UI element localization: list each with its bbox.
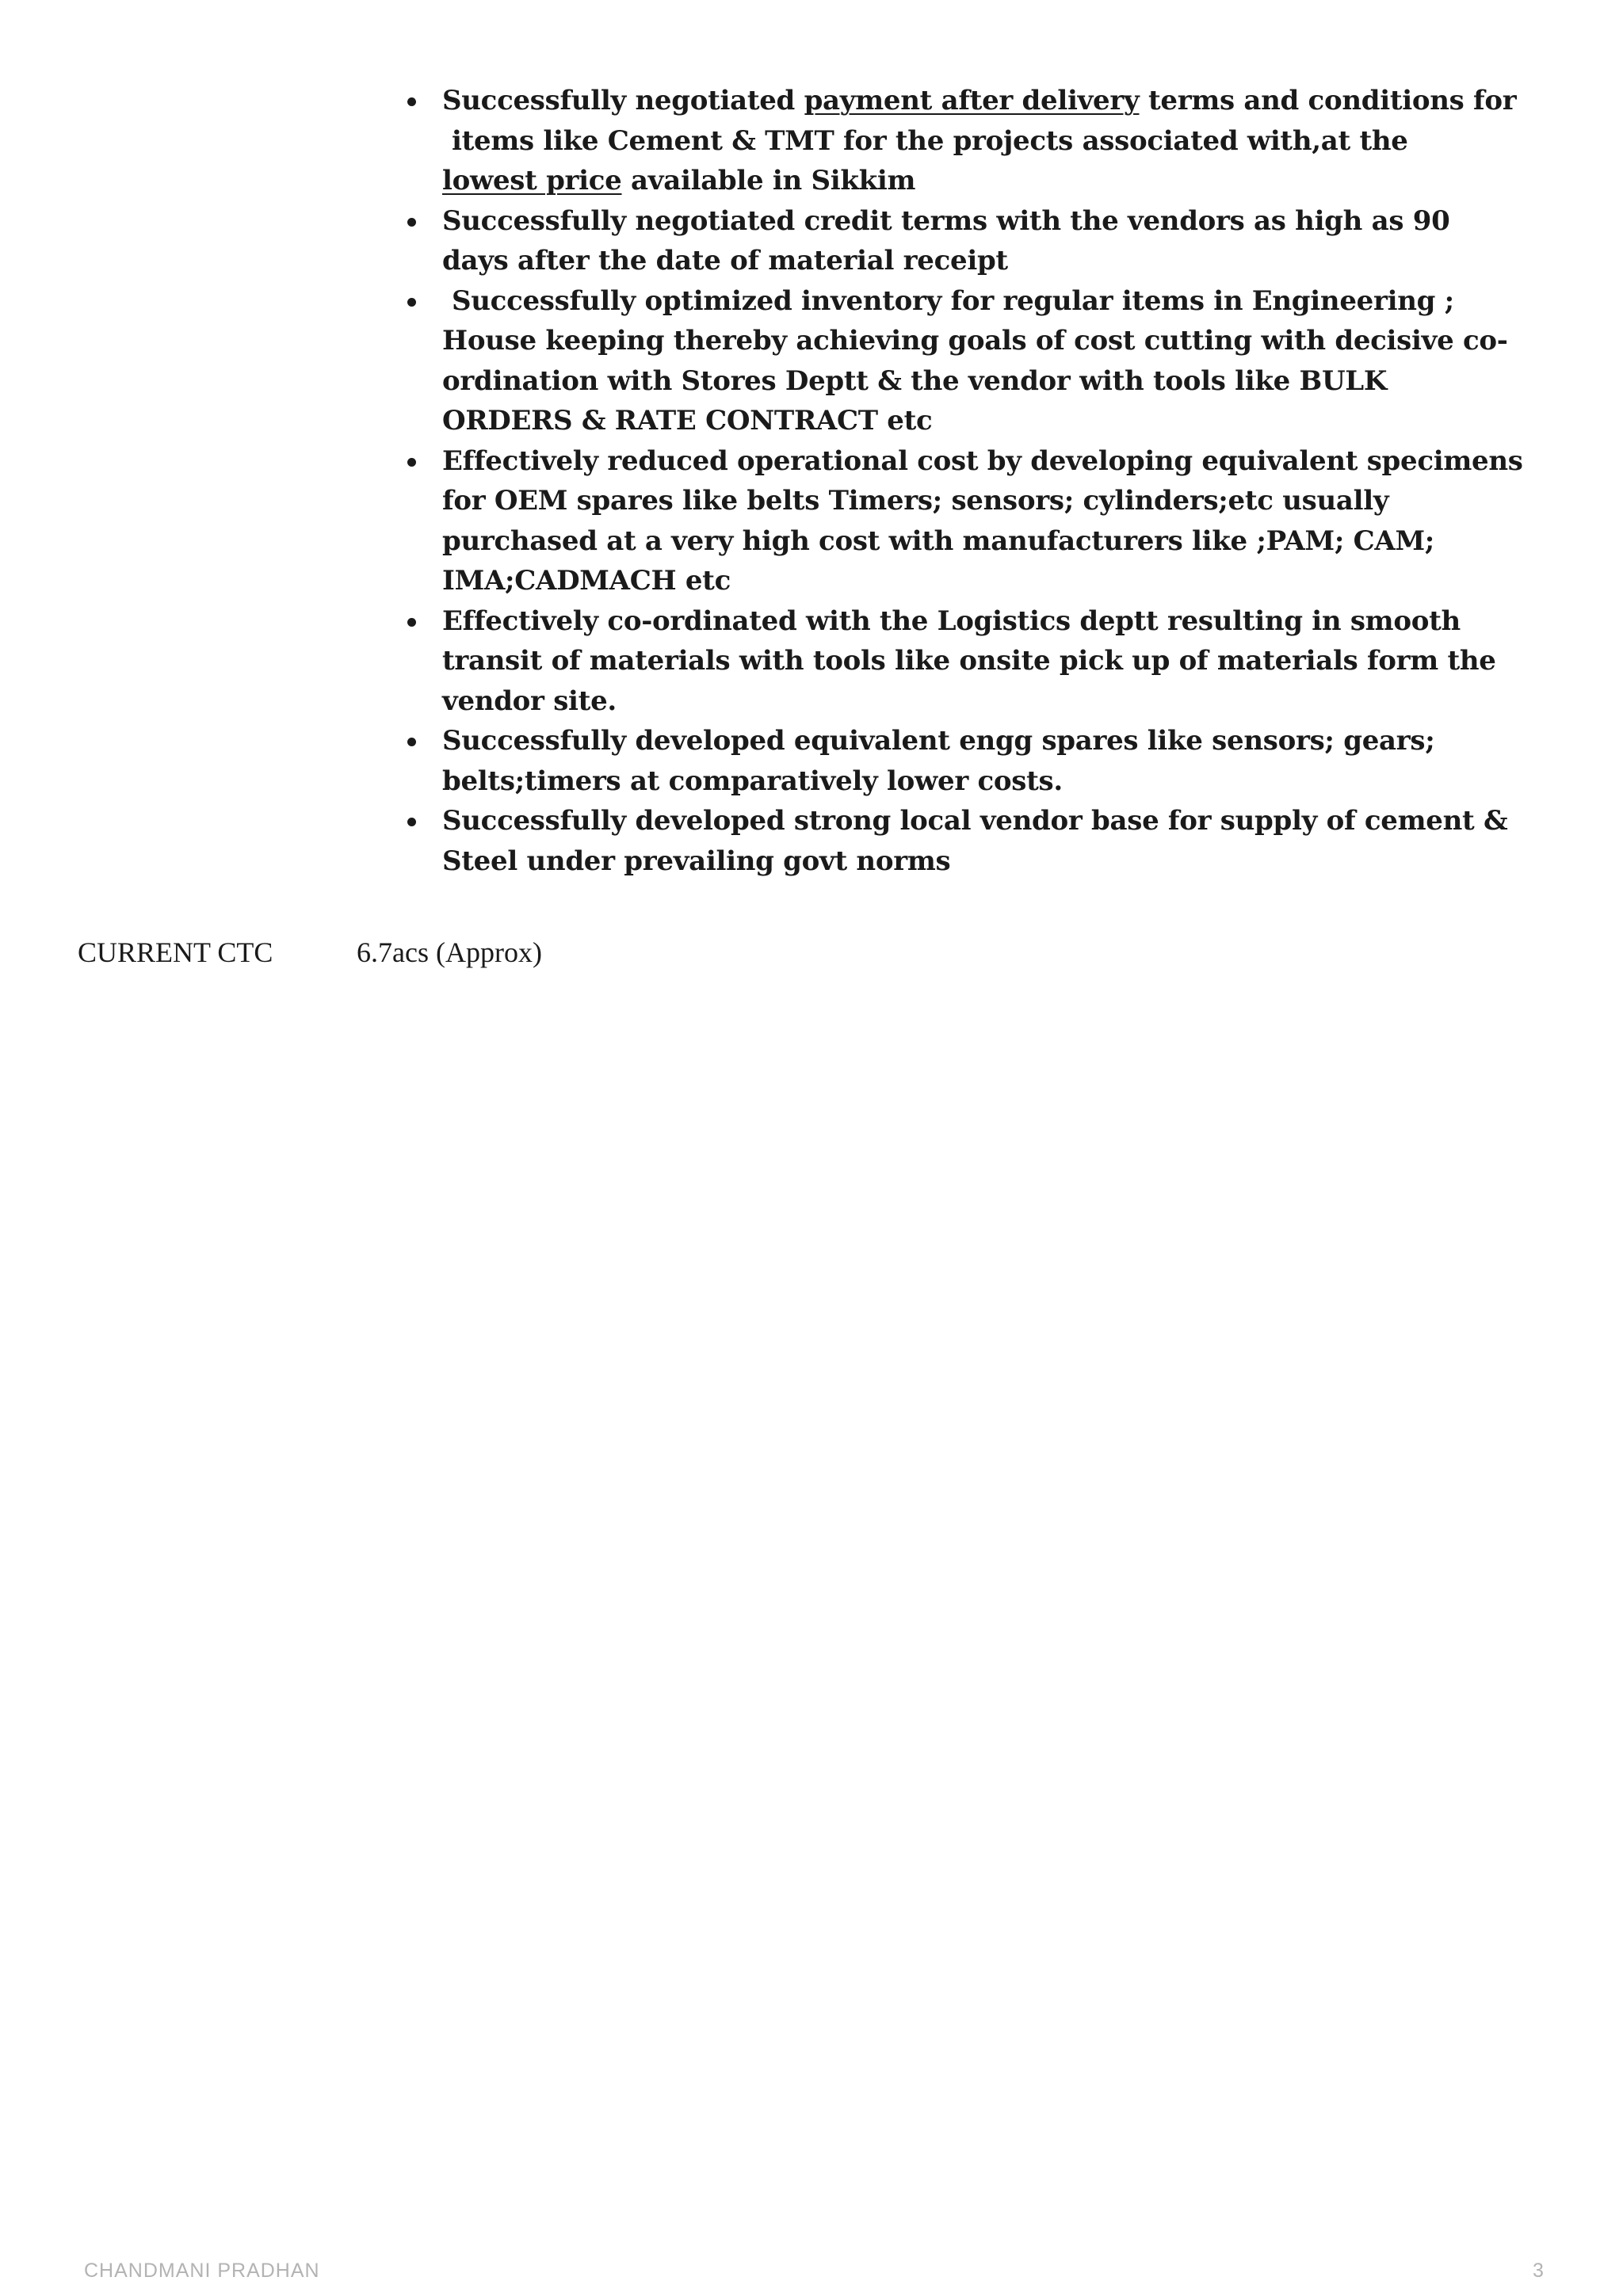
achievement-item: [404, 201, 1514, 281]
achievement-line: transit of materials with tools like onsite pick up of materials form the: [442, 645, 1496, 677]
achievement-line: lowest price available in Sikkim: [442, 165, 916, 196]
ctc-value: 6.7acs (Approx): [357, 936, 542, 968]
achievement-line: items like Cement & TMT for the projects associated with,at the: [452, 124, 1408, 157]
achievement-item: [404, 721, 1514, 801]
achievement-line: IMA;CADMACH etc: [442, 565, 731, 597]
achievements-list: [404, 81, 1523, 881]
achievement-line: Successfully negotiated payment after delivery terms and conditions for: [442, 85, 1517, 116]
bullet-icon: [407, 458, 416, 467]
achievement-line: House keeping thereby achieving goals of cost cutting with decisive co-: [442, 325, 1508, 357]
achievement-line: Successfully developed strong local vendor base for supply of cement &: [442, 805, 1508, 837]
page-number: 3: [1533, 2260, 1544, 2282]
underlined-phrase: lowest price: [442, 165, 622, 196]
bullet-icon: [407, 618, 416, 627]
achievement-line: Successfully developed equivalent engg spares like sensors; gears;: [442, 725, 1435, 757]
achievement-line: ordination with Stores Deptt & the vendor with tools like BULK: [442, 364, 1388, 397]
bullet-icon: [407, 97, 416, 106]
ctc-label: CURRENT CTC: [78, 936, 273, 968]
achievement-line: ORDERS & RATE CONTRACT etc: [442, 405, 933, 437]
bullet-icon: [407, 818, 416, 826]
achievement-item: [404, 801, 1514, 881]
achievement-item: [404, 281, 1514, 441]
achievement-line: Successfully optimized inventory for regular items in Engineering ;: [452, 284, 1454, 317]
achievement-item: [404, 601, 1514, 722]
achievement-line: Effectively reduced operational cost by developing equivalent specimens: [442, 444, 1523, 477]
achievement-line: days after the date of material receipt: [442, 245, 1008, 277]
achievement-line: belts;timers at comparatively lower costs.: [442, 765, 1063, 797]
achievement-line: vendor site.: [442, 685, 617, 717]
achievement-item: [404, 81, 1517, 201]
bullet-icon: [407, 738, 416, 746]
achievement-line: Successfully negotiated credit terms with the vendors as high as 90: [442, 204, 1450, 237]
bullet-icon: [407, 218, 416, 227]
achievement-line: for OEM spares like belts Timers; sensors; cylinders;etc usually: [442, 485, 1389, 517]
achievement-item: [404, 441, 1523, 601]
achievement-line: Steel under prevailing govt norms: [442, 845, 951, 877]
bullet-icon: [407, 298, 416, 307]
achievement-line: Effectively co-ordinated with the Logistics deptt resulting in smooth: [442, 605, 1461, 637]
footer-author-name: CHANDMANI PRADHAN: [84, 2260, 320, 2282]
underlined-phrase: payment after delivery: [804, 85, 1140, 116]
achievement-line: purchased at a very high cost with manufacturers like ;PAM; CAM;: [442, 524, 1435, 557]
